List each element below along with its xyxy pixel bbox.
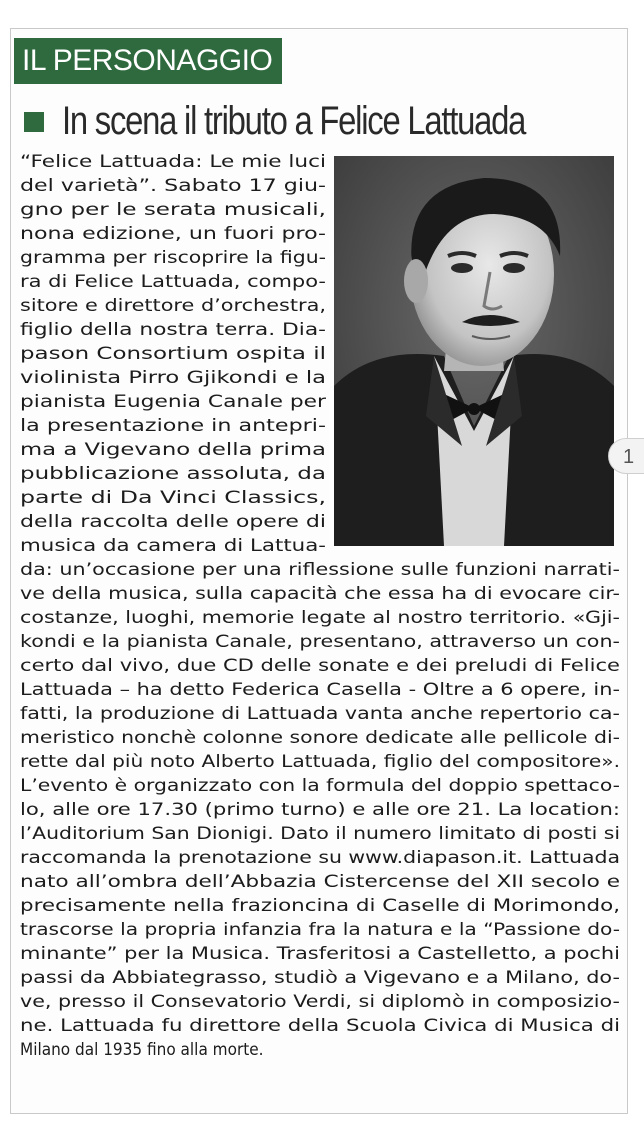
body-line: figlio della nostra terra. Dia- (20, 320, 326, 340)
body-line: raccomanda la prenotazione su www.diapason.it. Lattuada (20, 848, 620, 868)
headline-block (22, 96, 622, 146)
body-line: parte di Da Vinci Classics, (20, 488, 326, 508)
body-line: gno per le serata musicali, (20, 200, 326, 220)
body-line: trascorse la propria infanzia fra la natura e la “Passione do- (20, 920, 620, 940)
body-line: sitore e direttore d’orchestra, (20, 296, 326, 316)
body-line: la presentazione in antepri- (20, 416, 326, 436)
body-line: fatti, la produzione di Lattuada vanta anche repertorio ca- (20, 704, 620, 724)
body-line: “Felice Lattuada: Le mie luci (20, 152, 326, 172)
body-line: lo, alle ore 17.30 (primo turno) e alle ore 21. La location: (20, 800, 620, 820)
body-line: costanze, luoghi, memorie legate al nostro territorio. «Gji- (20, 608, 620, 628)
narrow-column (20, 150, 620, 558)
body-line: minante” per la Musica. Trasferitosi a Castelletto, a pochi (20, 944, 620, 964)
body-line: precisamente nella frazioncina di Caselle di Morimondo, (20, 896, 620, 916)
body-line: ve della musica, sulla capacità che essa ha di evocare cir- (20, 584, 620, 604)
body-line: pubblicazione assoluta, da (20, 464, 326, 484)
body-line: musica da camera di Lattua- (20, 536, 326, 556)
body-line: meristico nonchè colonne sonore dedicate alle pellicole di- (20, 728, 620, 748)
body-line: l’Auditorium San Dionigi. Dato il numero limitato di posti si (20, 824, 620, 844)
headline-bullet-icon (24, 112, 44, 132)
section-kicker: IL PERSONAGGIO (14, 38, 282, 84)
body-line: ve, presso il Consevatorio Verdi, si diplomò in composizio- (20, 992, 620, 1012)
body-line: nato all’ombra dell’Abbazia Cistercense del XII secolo e (20, 872, 620, 892)
body-line: pason Consortium ospita il (20, 344, 326, 364)
body-line: Lattuada – ha detto Federica Casella - Oltre a 6 opere, in- (20, 680, 620, 700)
body-line: della raccolta delle opere di (20, 512, 326, 532)
body-line: gramma per riscoprire la figu- (20, 248, 326, 268)
body-line: kondi e la pianista Canale, presentano, attraverso un con- (20, 632, 620, 652)
body-line: da: un’occasione per una riflessione sulle funzioni narrati- (20, 560, 620, 580)
page-number-badge[interactable]: 1 (608, 438, 644, 474)
wide-column (20, 558, 620, 1062)
body-line: passi da Abbiategrasso, studiò a Vigevano e a Milano, do- (20, 968, 620, 988)
body-line: Milano dal 1935 fino alla morte. (20, 1040, 264, 1060)
body-line: del varietà”. Sabato 17 giu- (20, 176, 326, 196)
body-line: nona edizione, un fuori pro- (20, 224, 326, 244)
body-line: ne. Lattuada fu direttore della Scuola Civica di Musica di (20, 1016, 620, 1036)
body-line: ma a Vigevano della prima (20, 440, 326, 460)
article-body (20, 150, 620, 1062)
body-line: pianista Eugenia Canale per (20, 392, 326, 412)
body-line: ra di Felice Lattuada, compo- (20, 272, 326, 292)
body-line: L’evento è organizzato con la formula del doppio spettaco- (20, 776, 620, 796)
body-line: rette dal più noto Alberto Lattuada, figlio del compositore». (20, 752, 620, 772)
body-line: certo dal vivo, due CD delle sonate e dei preludi di Felice (20, 656, 620, 676)
body-line: violinista Pirro Gjikondi e la (20, 368, 326, 388)
article-headline: In scena il tributo a Felice Lattuada (62, 99, 526, 143)
